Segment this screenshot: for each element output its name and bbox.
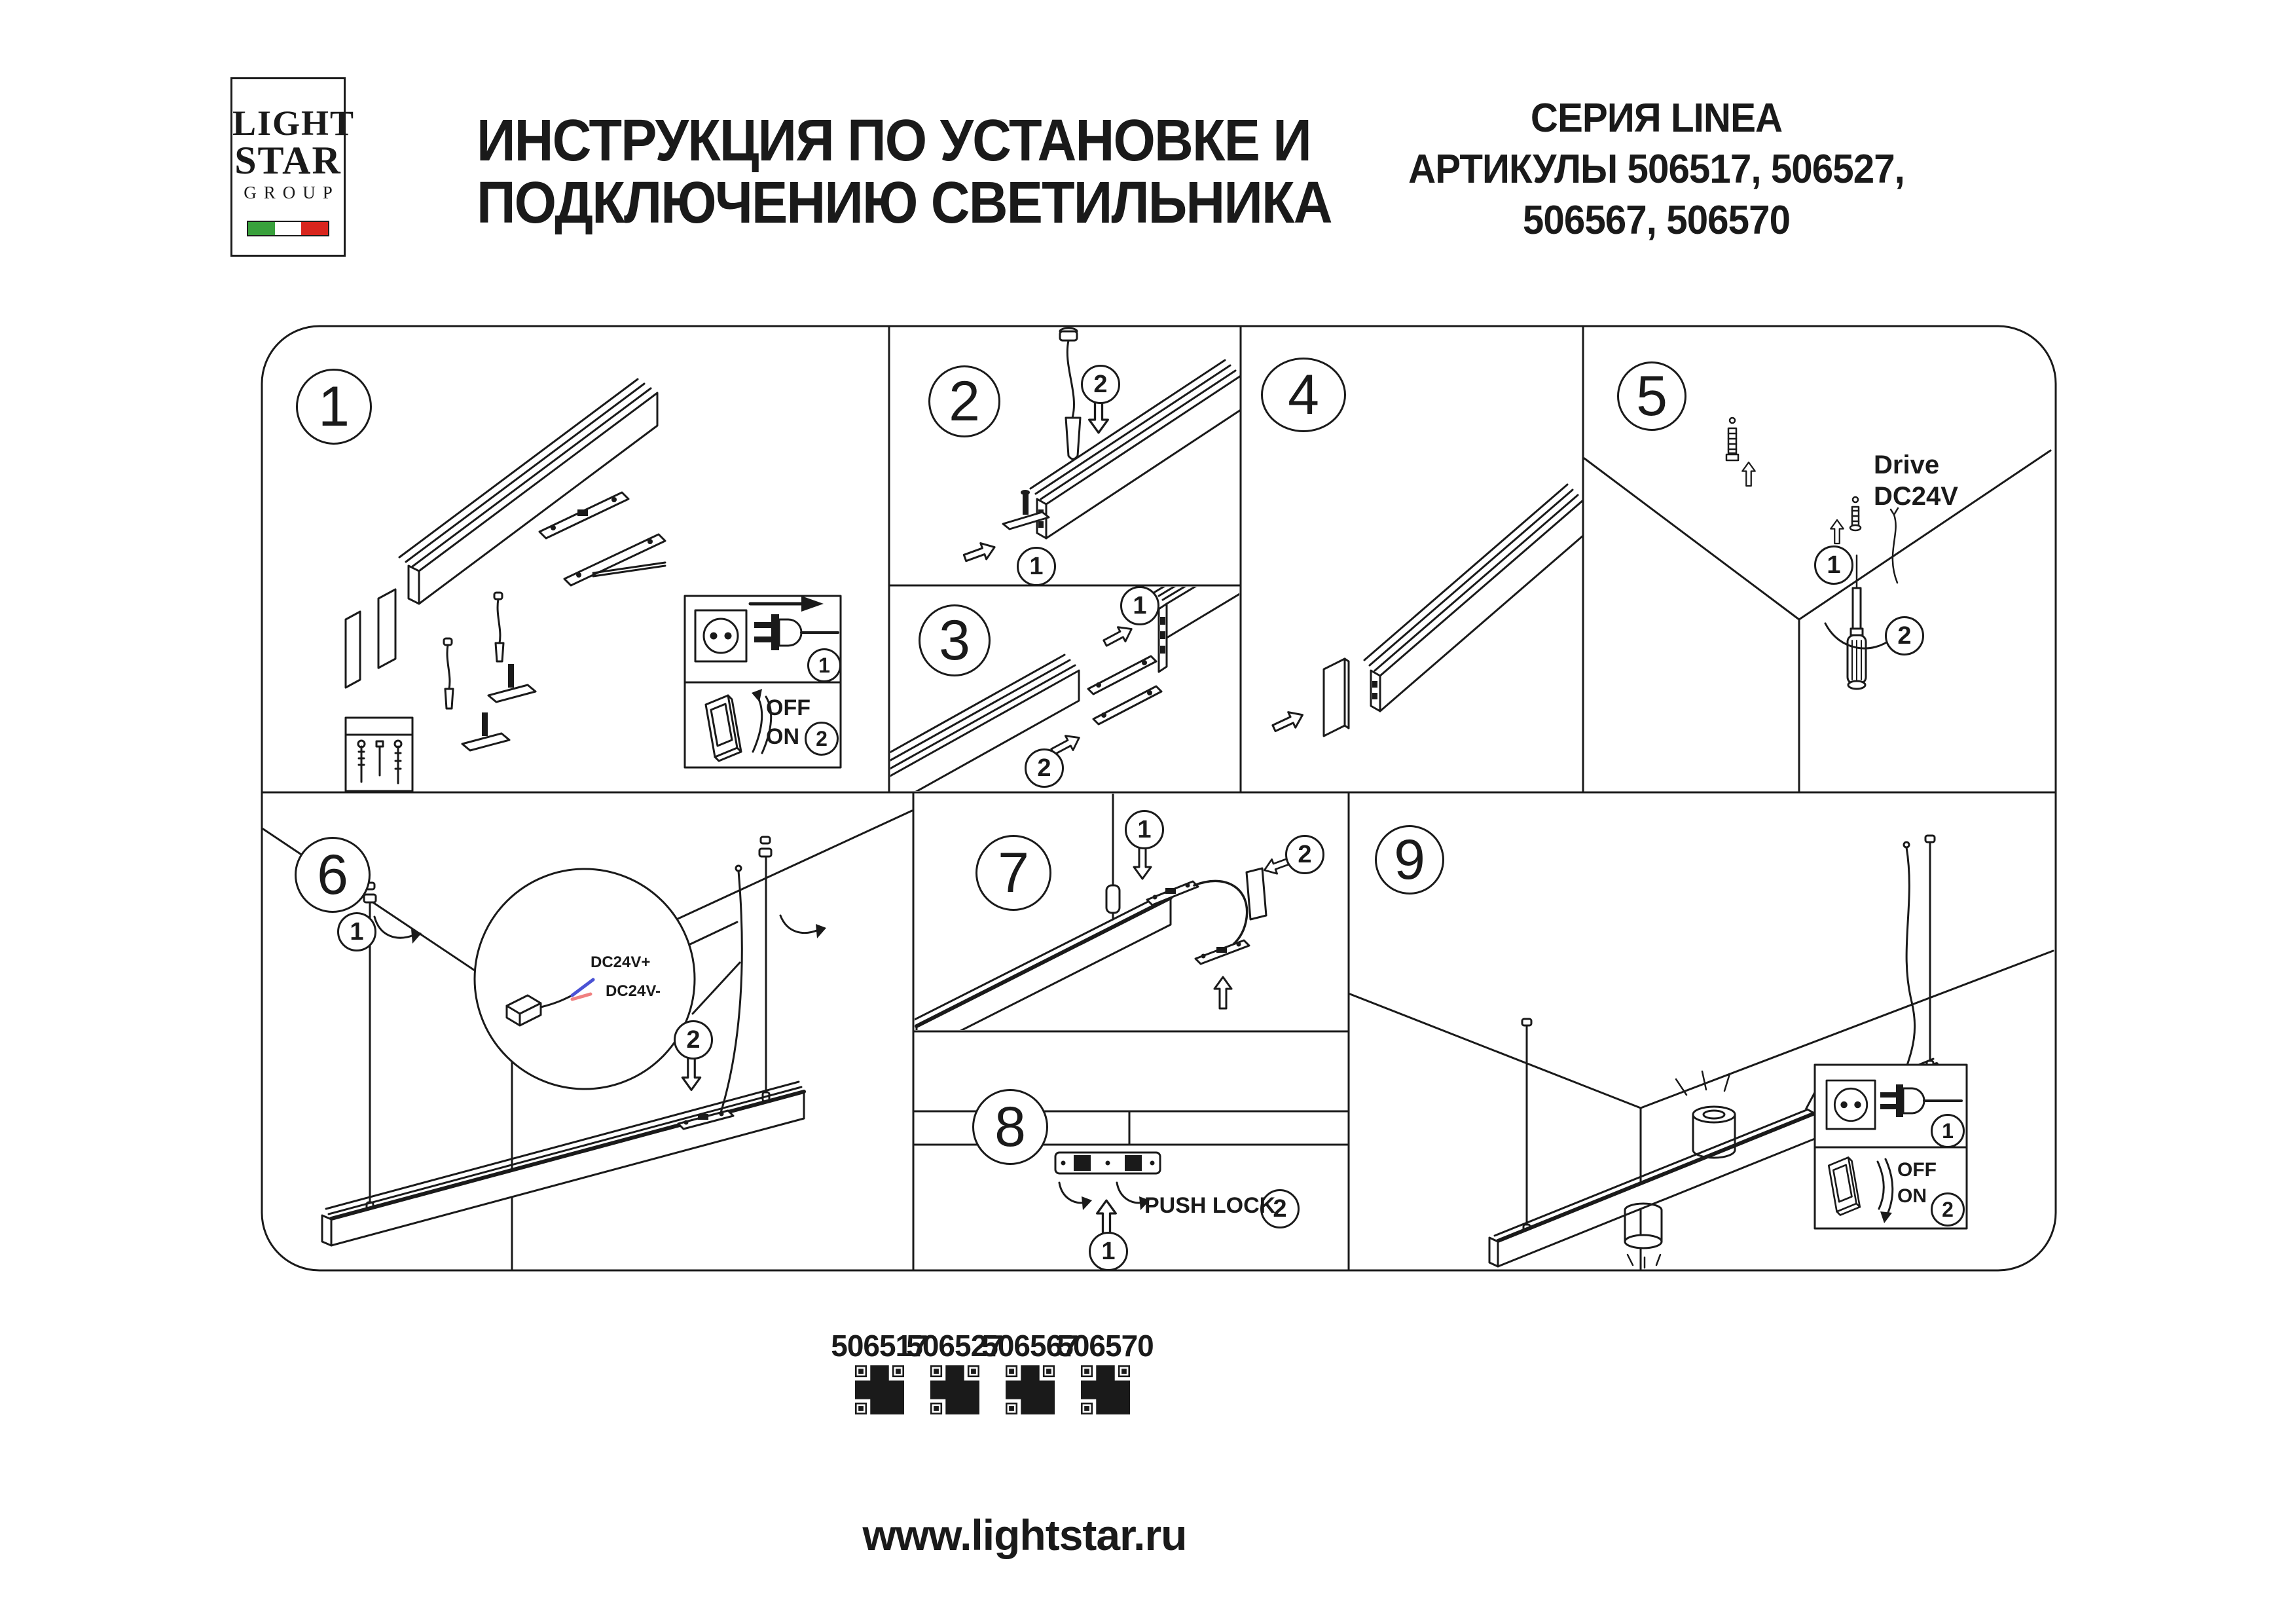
- connector-lock: [1055, 1153, 1160, 1173]
- switch-on-label: ON: [766, 724, 799, 749]
- step-badge: 2: [1931, 1192, 1965, 1227]
- title-line-1: ИНСТРУКЦИЯ ПО УСТАНОВКЕ И: [477, 108, 1311, 174]
- panel-5-number: 5: [1617, 361, 1686, 431]
- step-badge: 1: [1089, 1232, 1128, 1271]
- logo-text-light: LIGHT: [232, 103, 355, 143]
- switch-off-label: OFF: [1897, 1159, 1937, 1181]
- end-cap: [1324, 659, 1349, 736]
- drive-voltage-label: DC24V: [1874, 482, 1958, 511]
- push-lock-label: PUSH LOCK: [1144, 1193, 1276, 1218]
- lightstar-logo: [230, 77, 355, 257]
- qr-codes: [855, 1365, 1130, 1414]
- switch-on-label: ON: [1897, 1185, 1927, 1207]
- article-code: 506567: [981, 1329, 1078, 1363]
- panel-3-number: 3: [919, 604, 991, 676]
- end-plate: [346, 612, 360, 688]
- wire-negative-label: DC24V-: [606, 982, 661, 1000]
- title-line-2: ПОДКЛЮЧЕНИЮ СВЕТИЛЬНИКА: [477, 170, 1332, 236]
- logo-text-group: GROUP: [244, 183, 340, 202]
- website-url: www.lightstar.ru: [862, 1511, 1187, 1559]
- step-badge: 1: [337, 912, 376, 951]
- page-title: [477, 110, 1332, 235]
- series-label: СЕРИЯ LINEA: [1530, 96, 1783, 141]
- panel-2-number: 2: [928, 365, 1000, 437]
- step-badge: 2: [1081, 365, 1120, 404]
- step-badge: 2: [1260, 1189, 1300, 1228]
- step-badge: 1: [1931, 1114, 1965, 1148]
- step-badge: 2: [674, 1020, 713, 1060]
- drive-label: Drive: [1874, 451, 1940, 479]
- step-badge: 1: [1814, 545, 1853, 585]
- step-badge: 1: [807, 648, 841, 682]
- panel-6-number: 6: [295, 837, 371, 913]
- cover-plate: [1247, 868, 1266, 919]
- qr-code: [930, 1365, 979, 1414]
- step-badge: 1: [1017, 547, 1056, 586]
- panel-4-number: 4: [1261, 358, 1346, 432]
- articles-line-2: 506567, 506570: [1522, 198, 1791, 244]
- wire-positive-label: DC24V+: [591, 953, 651, 971]
- article-code: 506517: [831, 1329, 928, 1363]
- panel-7-number: 7: [975, 835, 1051, 911]
- panel-8-number: 8: [972, 1089, 1048, 1165]
- article-code: 506570: [1057, 1329, 1154, 1363]
- step-badge: 1: [1120, 586, 1159, 625]
- panel-1-number: 1: [296, 369, 372, 445]
- step-badge: 1: [1125, 810, 1164, 849]
- panel-9-number: 9: [1375, 825, 1444, 895]
- screw-bag: [346, 718, 412, 791]
- power-socket-icon: [1827, 1080, 1875, 1129]
- articles-line-1: АРТИКУЛЫ 506517, 506527,: [1408, 147, 1904, 193]
- italian-flag-icon: [247, 221, 329, 236]
- qr-code: [1081, 1365, 1130, 1414]
- series-and-articles: [1379, 93, 1933, 246]
- step-badge: 2: [1285, 835, 1324, 874]
- logo-text-star: STAR: [234, 139, 342, 182]
- end-plate: [378, 589, 395, 668]
- step-badge: 2: [1885, 616, 1924, 655]
- power-socket-icon: [695, 610, 746, 661]
- article-code: 506527: [906, 1329, 1003, 1363]
- step-badge: 2: [805, 722, 839, 756]
- step-badge: 2: [1025, 748, 1064, 788]
- qr-code: [1006, 1365, 1055, 1414]
- qr-code: [855, 1365, 904, 1414]
- switch-off-label: OFF: [766, 695, 811, 720]
